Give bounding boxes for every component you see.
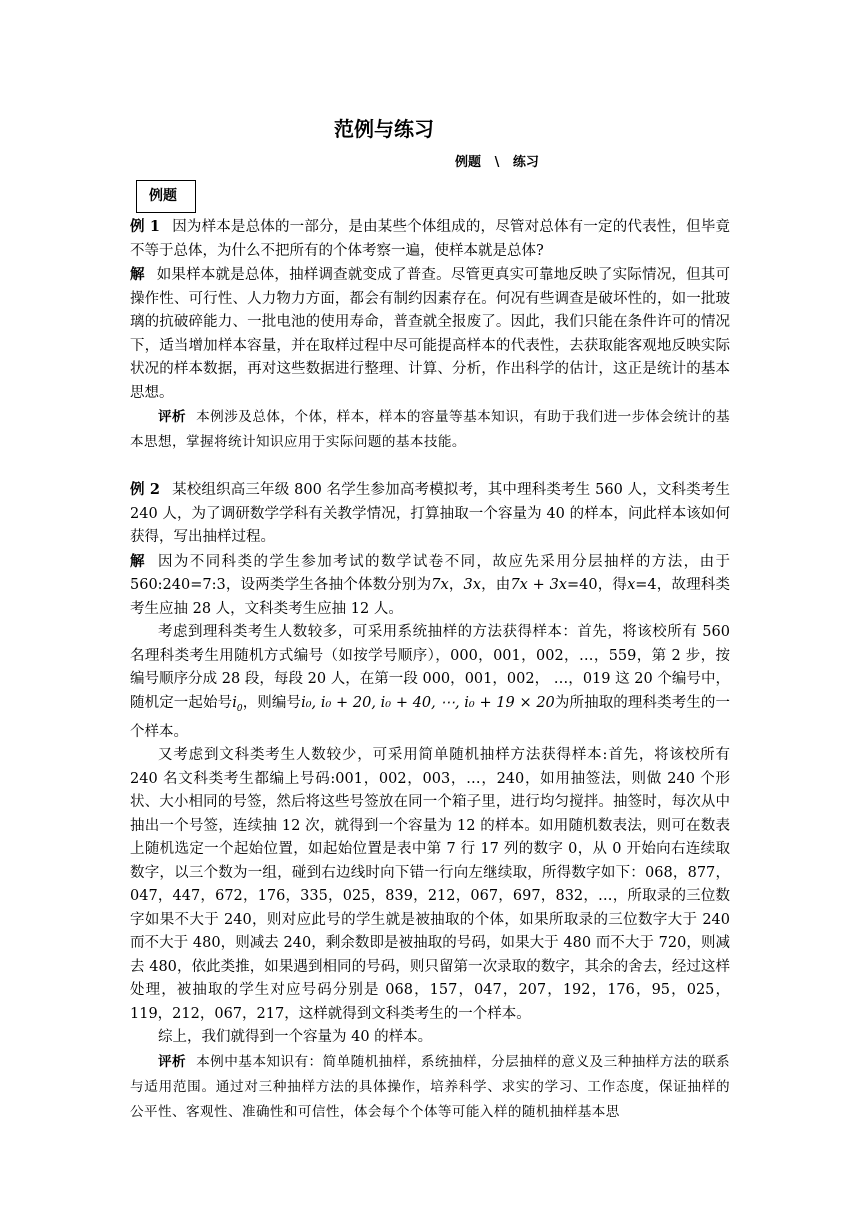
example2-conclusion: 综上，我们就得到一个容量为 40 的样本。	[158, 1029, 433, 1046]
example1-analysis: 评析 本例涉及总体，个体，样本，样本的容量等基本知识，有助于我们进一步体会统计的基本思想，掌握将统计知识应用于实际问题的基本技能。	[130, 409, 730, 450]
math-sum: 7x + 3x	[510, 577, 567, 593]
example1-label: 例 1	[130, 218, 161, 235]
math-7x: 7x	[431, 577, 449, 593]
analysis-label: 评析	[158, 1053, 187, 1070]
example1-solution: 解 如果样本就是总体，抽样调查就变成了普查。尽管更真实可靠地反映了实际情况，但其可操作性、可行性、人力物力方面，都会有制约因素存在。何况有些调查是破坏性的，如一批玻璃的抗破碎能力、一批电池的使用寿命，普查就全报废了。因此，我们只能在条件许可的情况下，适当增加样本容量，并在取样过程中尽可能提高样本的代表性，去获取能客观地反映实际状况的样本数据，再对这些数据进行整理、计算、分析，作出科学的估计，这正是统计的基本思想。	[130, 266, 731, 401]
example2-systematic-sampling: 考虑到理科类考生人数较多，可采用系统抽样的方法获得样本：首先，将该校所有 560 名理科类考生用随机方式编号（如按学号顺序），000，001，002，…，559，第 2 步，按编号顺序分成 28 段，每段 20 人，在第一段 000，001，002， …，019 这 20 个编号中，随机定一起始号$i_0$，则编号i₀, i₀ + 20, i₀ + 40, ⋯, i₀ + 19 × 20为所抽取的理科类考生的一个样本。	[130, 624, 731, 740]
section-label-box: 例题	[136, 180, 196, 213]
example1-question: 例 1 因为样本是总体的一部分，是由某些个体组成的，尽管对总体有一定的代表性，但毕竟不等于总体，为什么不把所有的个体考察一遍，使样本就是总体?	[130, 218, 731, 259]
nav-separator: \	[494, 155, 500, 170]
example2-analysis: 评析 本例中基本知识有：简单随机抽样，系统抽样，分层抽样的意义及三种抽样方法的联系与适用范围。通过对三种抽样方法的具体操作，培养科学、求实的学习、工作态度，保证抽样的公平性、客观性、准确性和可信性，体会每个个体等可能入样的随机抽样基本思	[130, 1053, 730, 1120]
solution-label: 解	[130, 552, 146, 570]
analysis-label: 评析	[158, 409, 187, 425]
example2-label: 例 2	[130, 481, 160, 498]
example2-random-sampling: 又考虑到文科类考生人数较少，可采用简单随机抽样方法获得样本:首先，将该校所有 240 名文科类考生都编上号码:001，002，003，…，240，如用抽签法，则做 240 个形状、大小相同的号签，然后将这些号签放在同一个箱子里，进行均匀搅拌。抽签时，每次从中抽出一个号签，连续抽 12 次，就得到一个容量为 12 的样本。如用随机数表法，则可在数表上随机选定一个起始位置，如起始位置是表中第 7 行 17 列的数字 0，从 0 开始向右连续取数字，以三个数为一组，碰到右边线时向下错一行向左继续取，所得数字如下：068，877，047，447，672，176，335，025，839，212，067，697，832，…，所取录的三位数字如果不大于 240，则对应此号的学生就是被抽取的个体，如果所取录的三位数字大于 240 而不大于 480，则减去 240，剩余数即是被抽取的号码，如果大于 480 而不大于 720，则减去 480，依此类推，如果遇到相同的号码，则只留第一次录取的数字，其余的舍去，经过这样处理，被抽取的学生对应号码分别是 068，157，047，207，192，176，95，025，119，212，067，217，这样就得到文科类考生的一个样本。	[130, 747, 730, 1022]
math-i0: $i_0$	[232, 694, 243, 714]
document-body	[130, 215, 730, 1125]
example2-question: 例 2 某校组织高三年级 800 名学生参加高考模拟考，其中理科类考生 560 人，文科类考生 240 人，为了调研数学学科有关教学情况，打算抽取一个容量为 40 的样本，问此样本该如何获得，写出抽样过程。	[130, 481, 730, 545]
math-3x: 3x	[463, 577, 481, 593]
solution-label: 解	[130, 266, 145, 283]
page-title: 范例与练习	[334, 117, 434, 141]
math-sequence: i₀, i₀ + 20, i₀ + 40, ⋯, i₀ + 19 × 20	[301, 694, 555, 711]
nav-link-exercises[interactable]: 练习	[512, 155, 539, 170]
example2-solution: 解 因为不同科类的学生参加考试的数学试卷不同，故应先采用分层抽样的方法，由于 560:240=7:3，设两类学生各抽个体数分别为7x，3x，由7x + 3x=40，得x=4，故理科类考生应抽 28 人，文科类考生应抽 12 人。	[130, 552, 731, 617]
breadcrumb	[455, 151, 539, 170]
nav-link-examples[interactable]: 例题	[455, 155, 482, 170]
math-x: x	[627, 577, 636, 593]
